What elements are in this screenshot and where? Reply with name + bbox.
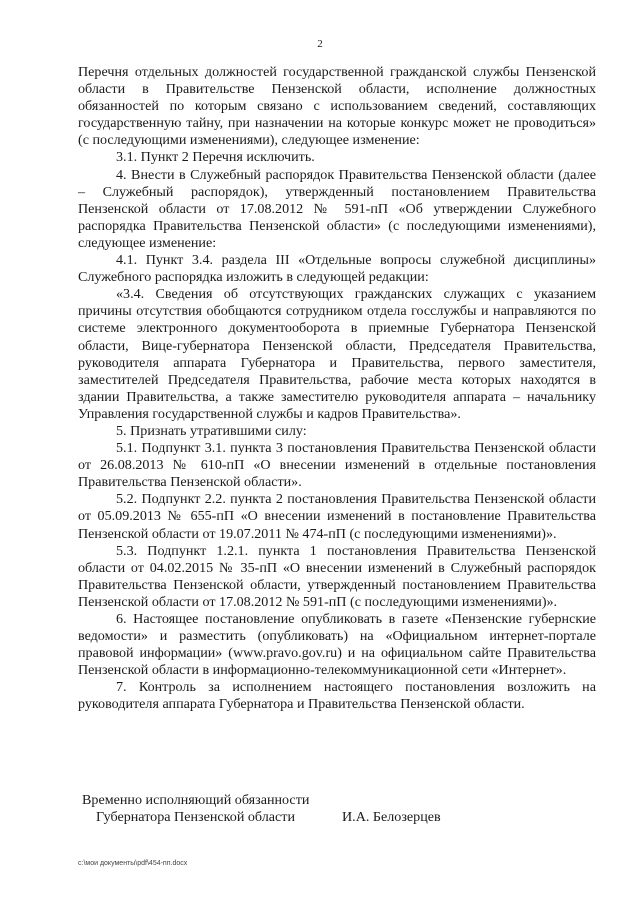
paragraph-0: Перечня отдельных должностей государственной гражданской службы Пензенской области в Правительстве Пензенской области, исполнение должностных обязанностей по которым связано с использованием сведений, составляющих государственную тайну, при назначении на которые конкурс может не проводиться» (с последующими изменениями), следующее изменение:	[78, 64, 596, 149]
paragraph-9: 6. Настоящее постановление опубликовать в газете «Пензенские губернские ведомости» и разместить (опубликовать) на «Официальном интернет-портале правовой информации» (www.pravo.gov.ru) и на официальном сайте Правительства Пензенской области в информационно-телекоммуникационной сети «Интернет».	[78, 611, 596, 679]
paragraph-6: 5.1. Подпункт 3.1. пункта 3 постановления Правительства Пензенской области от 26.08.2013 № 610-пП «О внесении изменений в отдельные постановления Правительства Пензенской области».	[78, 440, 596, 491]
paragraph-5: 5. Признать утратившими силу:	[116, 422, 307, 439]
paragraph-3: 4.1. Пункт 3.4. раздела III «Отдельные вопросы служебной дисциплины» Служебного распорядка изложить в следующей редакции:	[78, 252, 596, 286]
document-body	[78, 64, 596, 714]
signature-position-line1: Временно исполняющий обязанности	[82, 792, 310, 808]
signature-position-line2: Губернатора Пензенской области	[96, 809, 295, 825]
page-number: 2	[317, 38, 323, 50]
paragraph-7: 5.2. Подпункт 2.2. пункта 2 постановления Правительства Пензенской области от 05.09.2013 № 655-пП «О внесении изменений в постановление Правительства Пензенской области от 19.07.2011 № 474-пП (с последующими изменениями)».	[78, 491, 596, 542]
paragraph-2: 4. Внести в Служебный распорядок Правительства Пензенской области (далее – Служебный распорядок), утвержденный постановлением Правительства Пензенской области от 17.08.2012 № 591-пП «Об утверждении Служебного распорядка Правительства Пензенской области» (с последующими изменениями), следующее изменение:	[78, 166, 596, 251]
paragraph-1: 3.1. Пункт 2 Перечня исключить.	[116, 149, 315, 166]
paragraph-10: 7. Контроль за исполнением настоящего постановления возложить на руководителя аппарата Губернатора и Правительства Пензенской области.	[78, 679, 596, 713]
file-path-footer: c:\мои документы\pdf\454-пп.docx	[78, 860, 188, 867]
paragraph-4: «3.4. Сведения об отсутствующих гражданских служащих с указанием причины отсутствия обобщаются сотрудником отдела госслужбы и направляются по системе электронного документооборота в приемные Губернатора Пензенской области, Вице-губернатора Пензенской области, Председателя Правительства, руководителя аппарата Губернатора и Правительства, первого заместителя, заместителей Председателя Правительства, рабочие места которых находятся в здании Правительства, а также заместителю руководителя аппарата – начальнику Управления государственной службы и кадров Правительства».	[78, 286, 596, 422]
paragraph-8: 5.3. Подпункт 1.2.1. пункта 1 постановления Правительства Пензенской области от 04.02.2015 № 35-пП «О внесении изменений в Служебный распорядок Правительства Пензенской области, утвержденный постановлением Правительства Пензенской области от 17.08.2012 № 591-пП (с последующими изменениями)».	[78, 542, 596, 610]
signature-name: И.А. Белозерцев	[342, 809, 441, 825]
